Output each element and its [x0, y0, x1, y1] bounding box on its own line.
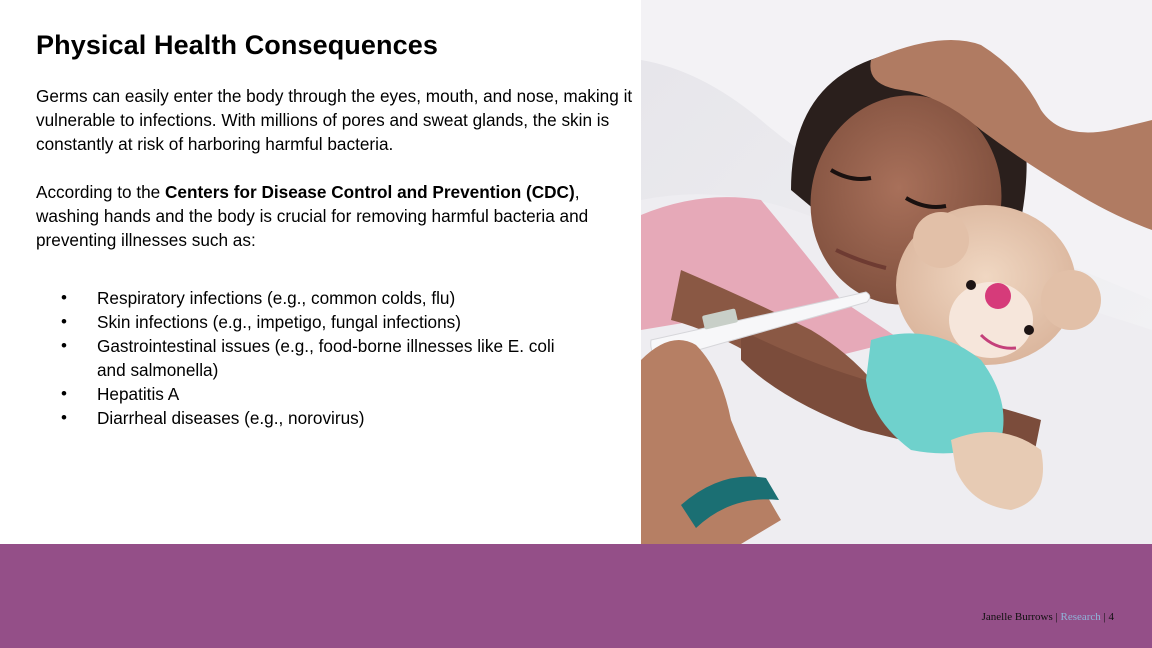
footer-section: Research [1060, 611, 1101, 623]
bullet-dot-icon: • [61, 312, 67, 331]
cdc-paragraph-suffix: , washing hands and the body is crucial for removing harmful bacteria and preventing illnesses such as: [36, 182, 589, 250]
footer-page-number: 4 [1108, 611, 1114, 623]
cdc-paragraph [36, 180, 636, 252]
cdc-name-bold: Centers for Disease Control and Prevention (CDC) [164, 182, 575, 202]
sick-child-photo [641, 0, 1152, 544]
bullet-item [36, 286, 596, 310]
footer-separator: | [1055, 611, 1058, 623]
intro-paragraph: Germs can easily enter the body through the eyes, mouth, and nose, making it vulnerable to infections. With millions of pores and sweat glands, the skin is constantly at risk of harboring harmful bacteria. [36, 86, 633, 154]
bullet-item [36, 382, 596, 406]
cdc-paragraph-prefix: According to the [36, 182, 165, 202]
footer-author: Janelle Burrows [981, 611, 1053, 623]
bullet-item [36, 310, 596, 334]
bullet-text: Skin infections (e.g., impetigo, fungal infections) [97, 312, 461, 332]
sick-child-illustration [641, 0, 1152, 544]
footer-separator: | [1103, 611, 1106, 623]
footer-band [0, 544, 1152, 648]
bullet-dot-icon: • [61, 408, 67, 427]
bullet-item [36, 334, 596, 382]
slide-title: Physical Health Consequences [36, 30, 438, 60]
bullet-dot-icon: • [61, 336, 67, 355]
bullet-dot-icon: • [61, 288, 67, 307]
bullet-text: Respiratory infections (e.g., common colds, flu) [97, 288, 456, 308]
illness-bullet-list [36, 286, 596, 430]
bullet-text: Hepatitis A [97, 384, 180, 404]
bullet-dot-icon: • [61, 384, 67, 403]
bullet-text: Diarrheal diseases (e.g., norovirus) [97, 408, 365, 428]
footer-credit [982, 611, 1114, 623]
bullet-item [36, 406, 596, 430]
bullet-text: Gastrointestinal issues (e.g., food-borne illnesses like E. coli and salmonella) [97, 336, 555, 380]
